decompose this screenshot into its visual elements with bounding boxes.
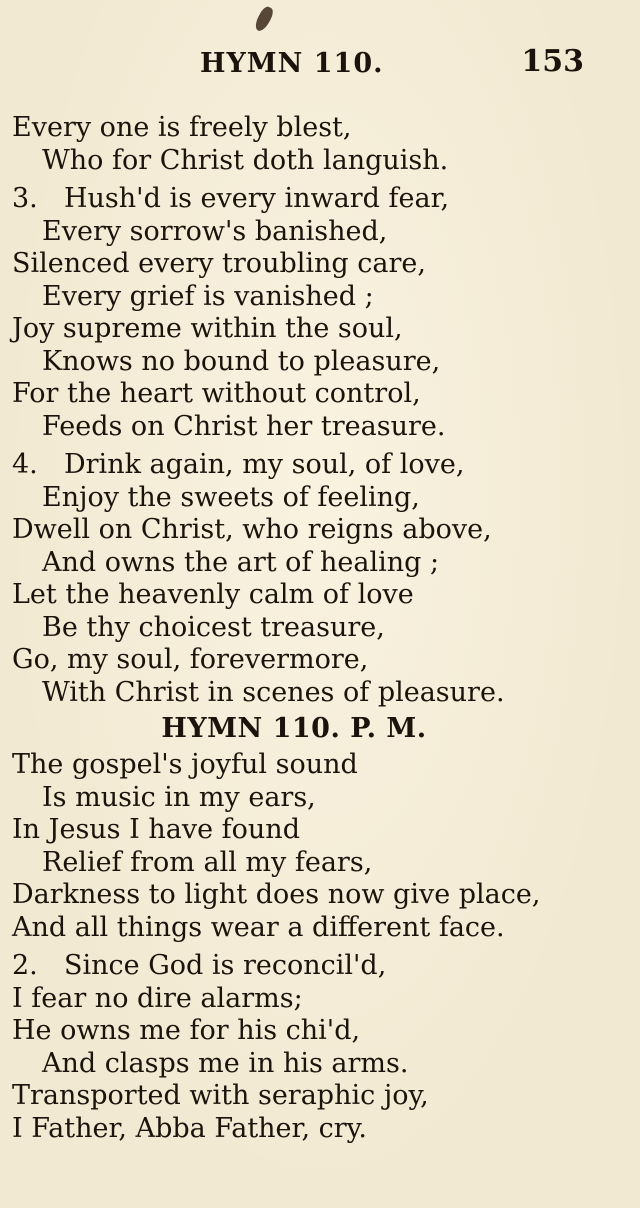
verse-line-text: The gospel's joyful sound <box>12 749 358 780</box>
verse-line-text: Every grief is vanished ; <box>42 280 374 312</box>
verse-line-text: Enjoy the sweets of feeling, <box>42 481 420 513</box>
verse-line <box>12 112 612 145</box>
verse-line <box>12 912 612 945</box>
verse-line <box>12 514 612 547</box>
verse-line-text: Darkness to light does now give place, <box>12 879 541 910</box>
verse-line-text: Joy supreme within the soul, <box>12 313 403 344</box>
verse-line-text: And all things wear a different face. <box>12 911 505 943</box>
verse-line-text: Drink again, my soul, of love, <box>64 449 465 480</box>
verse-line-text: I Father, Abba Father, cry. <box>12 1112 367 1144</box>
page-number: 153 <box>521 44 584 79</box>
verse-first-line <box>12 183 612 216</box>
verse-line-text: With Christ in scenes of pleasure. <box>42 676 505 708</box>
verse-first-line <box>12 449 612 482</box>
verse-line <box>12 1113 612 1146</box>
verse-line <box>12 378 612 411</box>
verse-line <box>12 644 612 677</box>
verse-line-text: Silenced every troubling care, <box>12 248 426 279</box>
hymn-text-block <box>12 112 612 1145</box>
verse-line-text: For the heart without control, <box>12 378 421 409</box>
verse-line-text: Hush'd is every inward fear, <box>64 183 450 214</box>
page-header <box>0 42 640 86</box>
verse-line <box>12 547 612 580</box>
verse-line <box>12 281 612 314</box>
verse-line-text: Every one is freely blest, <box>12 112 352 143</box>
verse-line-text: Be thy choicest treasure, <box>42 611 385 643</box>
hymn-title: HYMN 110. P. M. <box>161 713 427 744</box>
verse-line-text: Who for Christ doth languish. <box>42 144 449 176</box>
verse-line-text: Every sorrow's banished, <box>42 215 388 247</box>
verse-line <box>12 346 612 379</box>
verse-number: 4. <box>12 449 38 480</box>
verse-line <box>12 879 612 912</box>
verse-line-text: In Jesus I have found <box>12 814 300 845</box>
running-head: HYMN 110. <box>200 48 384 79</box>
verse-line <box>12 579 612 612</box>
verse-line <box>12 1048 612 1081</box>
verse-line <box>12 216 612 249</box>
verse-first-line <box>12 950 612 983</box>
verse-line-text: And clasps me in his arms. <box>42 1047 409 1079</box>
verse-line <box>12 482 612 515</box>
verse-line <box>12 782 612 815</box>
verse-line <box>12 1015 612 1048</box>
verse-line-text: Knows no bound to pleasure, <box>42 345 441 377</box>
verse-line-text: Since God is reconcil'd, <box>64 950 387 981</box>
verse-line <box>12 411 612 444</box>
verse-line <box>12 749 612 782</box>
verse-line <box>12 847 612 880</box>
verse-line <box>12 313 612 346</box>
verse-number: 3. <box>12 183 38 214</box>
verse-line <box>12 1080 612 1113</box>
verse-line-text: Let the heavenly calm of love <box>12 579 414 610</box>
verse-line <box>12 612 612 645</box>
verse-line <box>12 814 612 847</box>
verse-line-text: Feeds on Christ her treasure. <box>42 410 446 442</box>
verse-number: 2. <box>12 950 38 981</box>
verse-line <box>12 677 612 710</box>
verse-line-text: Is music in my ears, <box>42 781 316 813</box>
verse-line-text: He owns me for his chi'd, <box>12 1015 361 1046</box>
verse-line <box>12 145 612 178</box>
verse-line-text: Transported with seraphic joy, <box>12 1080 429 1111</box>
verse-line <box>12 983 612 1016</box>
verse-line-text: Go, my soul, forevermore, <box>12 644 369 675</box>
verse-line-text: I fear no dire alarms; <box>12 982 303 1014</box>
verse-line <box>12 248 612 281</box>
verse-line-text: Dwell on Christ, who reigns above, <box>12 514 492 545</box>
ink-blot-mark <box>253 5 276 34</box>
verse-line-text: And owns the art of healing ; <box>42 546 440 578</box>
verse-line-text: Relief from all my fears, <box>42 846 373 878</box>
